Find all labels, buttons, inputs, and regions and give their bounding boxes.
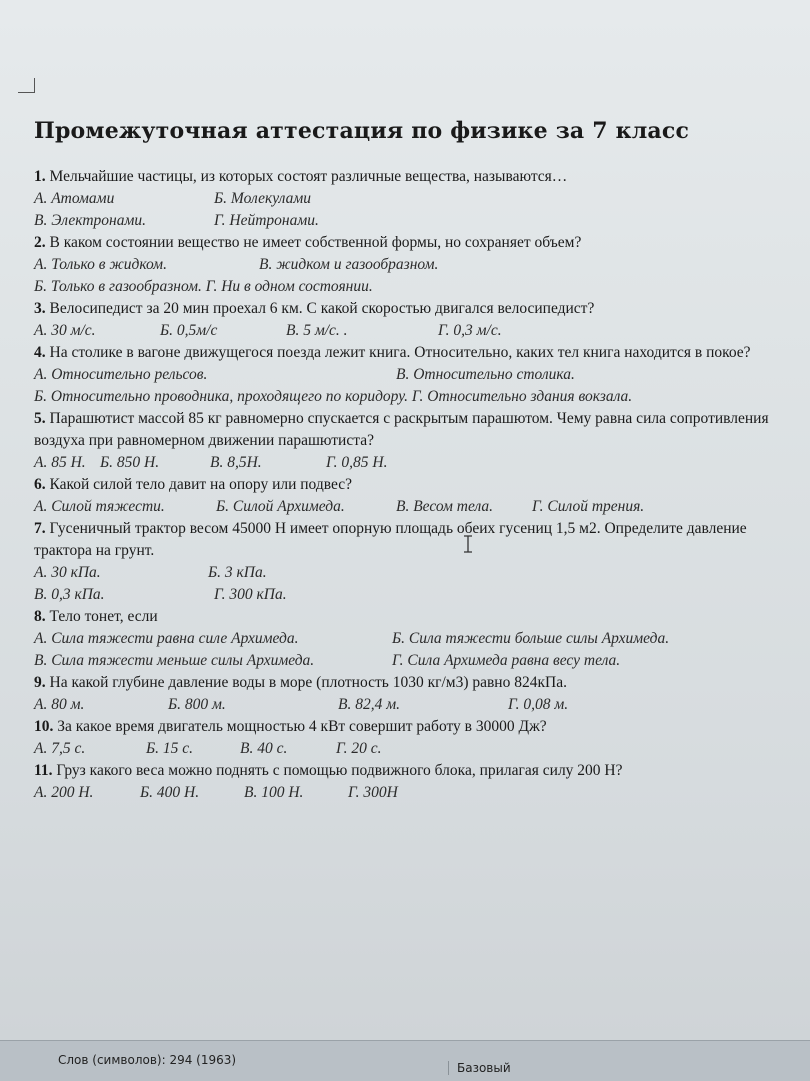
answer-option: Г. 300Н <box>348 784 398 801</box>
question-number: 3. <box>34 300 46 317</box>
answer-line <box>34 694 786 716</box>
answer-line <box>34 188 786 210</box>
question-text: Тело тонет, если <box>49 608 158 625</box>
answer-option: В. 82,4 м. <box>338 696 400 713</box>
answer-option: Б. Молекулами <box>214 190 312 207</box>
answer-option: В. 40 с. <box>240 740 288 757</box>
question-number: 6. <box>34 476 46 493</box>
answer-option: В. Электронами. <box>34 212 146 229</box>
question-number: 7. <box>34 520 46 537</box>
question-text: За какое время двигатель мощностью 4 кВт совершит работу в 30000 Дж? <box>57 718 547 735</box>
answer-option: В. жидком и газообразном. <box>259 256 439 273</box>
answer-line <box>34 452 786 474</box>
question-number: 10. <box>34 718 54 735</box>
answer-line <box>34 782 786 804</box>
question-text: На столике в вагоне движущегося поезда лежит книга. Относительно, каких тел книга находится в покое? <box>49 344 751 361</box>
question-text: Велосипедист за 20 мин проехал 6 км. С какой скоростью двигался велосипедист? <box>49 300 595 317</box>
answer-option: А. 7,5 с. <box>34 740 86 757</box>
question-text: Какой силой тело давит на опору или подвес? <box>49 476 352 493</box>
question-number: 11. <box>34 762 53 779</box>
answer-option: А. 85 Н. <box>34 454 86 471</box>
answer-option: В. 5 м/с. . <box>286 322 348 339</box>
answer-option: Г. 0,85 Н. <box>326 454 388 471</box>
question-number: 4. <box>34 344 46 361</box>
answer-option: Б. 400 Н. <box>140 784 200 801</box>
answer-option: А. 200 Н. <box>34 784 94 801</box>
answer-option: А. Относительно рельсов. <box>34 366 208 383</box>
question-11 <box>34 760 786 782</box>
answer-option: В. 100 Н. <box>244 784 304 801</box>
answer-option: Б. 0,5м/с <box>160 322 218 339</box>
question-number: 5. <box>34 410 46 427</box>
question-3 <box>34 298 786 320</box>
answer-line <box>34 386 786 408</box>
question-8 <box>34 606 786 628</box>
answer-line <box>34 364 786 386</box>
question-number: 9. <box>34 674 46 691</box>
question-5 <box>34 408 786 452</box>
question-text: Гусеничный трактор весом 45000 Н имеет опорную площадь обеих гусениц 1,5 м2. Определите давление трактора на грунт. <box>34 520 747 559</box>
answer-option: Г. Нейтронами. <box>214 212 319 229</box>
answer-line <box>34 584 786 606</box>
answer-option: А. 80 м. <box>34 696 85 713</box>
answer-option: Г. 0,3 м/с. <box>438 322 502 339</box>
answer-option: В. 8,5Н. <box>210 454 262 471</box>
answer-line <box>34 650 786 672</box>
question-10 <box>34 716 786 738</box>
question-7 <box>34 518 786 562</box>
answer-option: А. 30 кПа. <box>34 564 101 581</box>
answer-option: В. Относительно столика. <box>396 366 575 383</box>
answer-option: Б. 850 Н. <box>100 454 160 471</box>
answer-option: В. Весом тела. <box>396 498 494 515</box>
answer-option: Г. Силой трения. <box>532 498 645 515</box>
answer-line <box>34 496 786 518</box>
question-text: В каком состоянии вещество не имеет собственной формы, но сохраняет объем? <box>49 234 582 251</box>
question-text: Парашютист массой 85 кг равномерно спускается с раскрытым парашютом. Чему равна сила сопротивления воздуха при равномерном движении парашютиста? <box>34 410 769 449</box>
status-bar <box>0 1040 810 1081</box>
question-number: 2. <box>34 234 46 251</box>
question-text: Мельчайшие частицы, из которых состоят различные вещества, называются… <box>49 168 568 185</box>
answer-option: Б. Силой Архимеда. <box>216 498 345 515</box>
answer-line <box>34 628 786 650</box>
answer-option: А. 30 м/с. <box>34 322 96 339</box>
answer-option: А. Атомами <box>34 190 115 207</box>
question-2 <box>34 232 786 254</box>
answer-option: А. Силой тяжести. <box>34 498 165 515</box>
question-text: На какой глубине давление воды в море (плотность 1030 кг/м3) равно 824кПа. <box>49 674 567 691</box>
text-cursor-icon <box>463 535 473 553</box>
answer-line <box>34 738 786 760</box>
document-body <box>34 118 786 804</box>
question-9 <box>34 672 786 694</box>
answer-option: А. Сила тяжести равна силе Архимеда. <box>34 630 299 647</box>
question-6 <box>34 474 786 496</box>
page-title: Промежуточная аттестация по физике за 7 класс <box>34 118 690 144</box>
question-1 <box>34 166 786 188</box>
answer-option: Г. 20 с. <box>336 740 382 757</box>
answer-option: Б. 15 с. <box>146 740 194 757</box>
answer-option: Б. 3 кПа. <box>208 564 267 581</box>
answer-option: Г. 300 кПа. <box>214 586 287 603</box>
answer-option: Б. 800 м. <box>168 696 226 713</box>
page-margin-marker <box>18 78 35 93</box>
question-text: Груз какого веса можно поднять с помощью подвижного блока, прилагая силу 200 Н? <box>56 762 623 779</box>
answer-option: Б. Сила тяжести больше силы Архимеда. <box>392 630 670 647</box>
answer-option: Б. Только в газообразном. Г. Ни в одном состоянии. <box>34 278 373 295</box>
answer-option: А. Только в жидком. <box>34 256 167 273</box>
answer-line <box>34 210 786 232</box>
question-4 <box>34 342 786 364</box>
answer-option: В. 0,3 кПа. <box>34 586 105 603</box>
answer-line <box>34 562 786 584</box>
answer-option: Г. Сила Архимеда равна весу тела. <box>392 652 621 669</box>
answer-line <box>34 320 786 342</box>
question-number: 1. <box>34 168 46 185</box>
word-count[interactable]: Слов (символов): 294 (1963) <box>58 1053 237 1067</box>
answer-line <box>34 254 786 276</box>
answer-option: Б. Относительно проводника, проходящего по коридору. Г. Относительно здания вокзала. <box>34 388 633 405</box>
answer-line <box>34 276 786 298</box>
question-number: 8. <box>34 608 46 625</box>
answer-option: Г. 0,08 м. <box>508 696 569 713</box>
answer-option: В. Сила тяжести меньше силы Архимеда. <box>34 652 315 669</box>
language-indicator[interactable]: Базовый <box>448 1061 511 1075</box>
